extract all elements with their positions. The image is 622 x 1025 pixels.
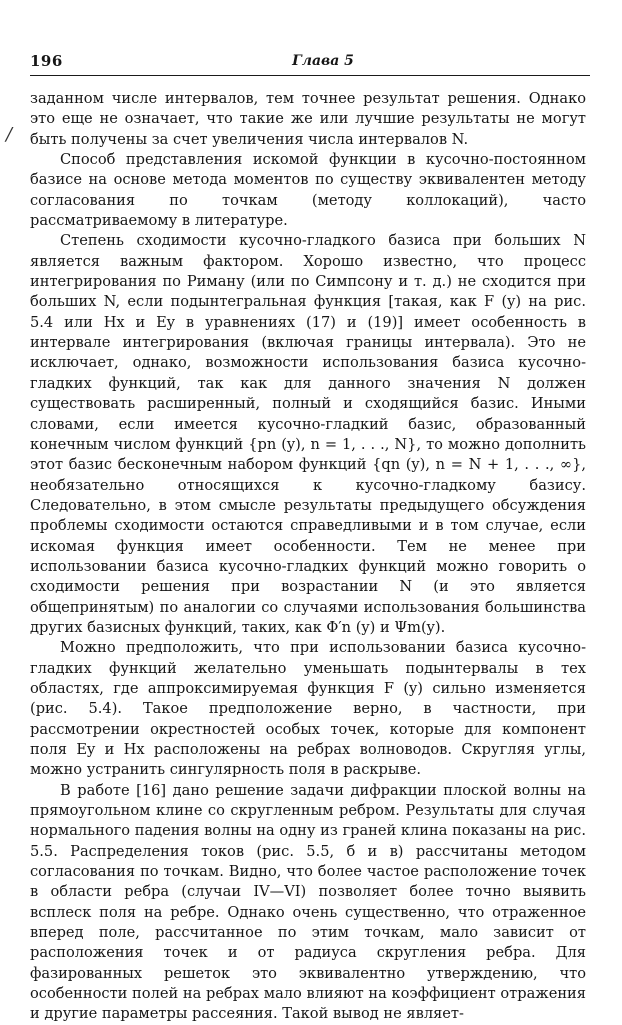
page-number: 196 [30, 52, 63, 70]
paragraph-continued: заданном числе интервалов, тем точнее результат решения. Однако это еще не означает, что такие же или лучшие результаты не могут быть получены за счет увеличения числа интервалов N. [30, 90, 586, 148]
paragraph: В работе [16] дано решение задачи дифракции плоской волны на прямоугольном клине со скругленным ребром. Результаты для случая нормального падения волны на одну из граней клина показаны на рис. 5.5. Распределения токов (рис. 5.5, б и в) рассчитаны методом согласования по точкам. Видно, что более частое расположение точек в области ребра (случаи IV—VI) позволяет более точно выявить всплеск поля на ребре. Однако очень существенно, что отраженное вперед поле, рассчитанное по этим точкам, мало зависит от расположения точек и от радиуса скругления ребра. Для фазированных решеток это эквивалентно утверждению, что особенности полей на ребрах мало влияют на коэффициент отражения и другие параметры рассеяния. Такой вывод не являет- [30, 781, 586, 1023]
paragraph: Степень сходимости кусочно-гладкого базиса при больших N является важным фактором. Хорошо известно, что процесс интегрирования по Риману (или по Симпсону и т. д.) не сходится при больших N, если подынтегральная функция [такая, как F (y) на рис. 5.4 или Hx и Ey в уравнениях (17) и (19)] имеет особенность в интервале интегрирования (включая границы интервала). Это не исключает, однако, возможности использования базиса кусочно-гладких функций, так как для данного значения N должен существовать расширенный, полный и сходящийся базис. Иными словами, если имеется кусочно-гладкий базис, образованный конечным числом функций {pn (y), n = 1, . . ., N}, то можно дополнить этот базис бесконечным набором функций {qn (y), n = N + 1, . . ., ∞}, необязательно относящихся к кусочно-гладкому базису. Следовательно, в этом смысле результаты предыдущего обсуждения проблемы сходимости остаются справедливыми и в том случае, если искомая функция имеет особенности. Тем не менее при использовании базиса кусочно-гладких функций можно говорить о сходимости решения при возрастании N (и это является общепринятым) по аналогии со случаями использования большинства других базисных функций, таких, как Φ′n (y) и Ψm(y). [30, 232, 586, 636]
paragraph: Можно предположить, что при использовании базиса кусочно-гладких функций желательно уменьшать подынтервалы в тех областях, где аппроксимируемая функция F (y) сильно изменяется (рис. 5.4). Такое предположение верно, в частности, при рассмотрении окрестностей особых точек, которые для компонент поля Ey и Hx расположены на ребрах волноводов. Скругляя углы, можно устранить сингулярность поля в раскрыве. [30, 639, 586, 779]
margin-mark: / [6, 124, 13, 145]
running-head: Глава 5 [292, 53, 354, 69]
body-text [30, 89, 586, 1025]
page-header [30, 52, 586, 74]
paragraph: Способ представления искомой функции в кусочно-постоянном базисе на основе метода моментов по существу эквивалентен методу согласования по точкам (методу коллокаций), часто рассматриваемому в литературе. [30, 151, 586, 230]
header-rule [30, 75, 590, 76]
